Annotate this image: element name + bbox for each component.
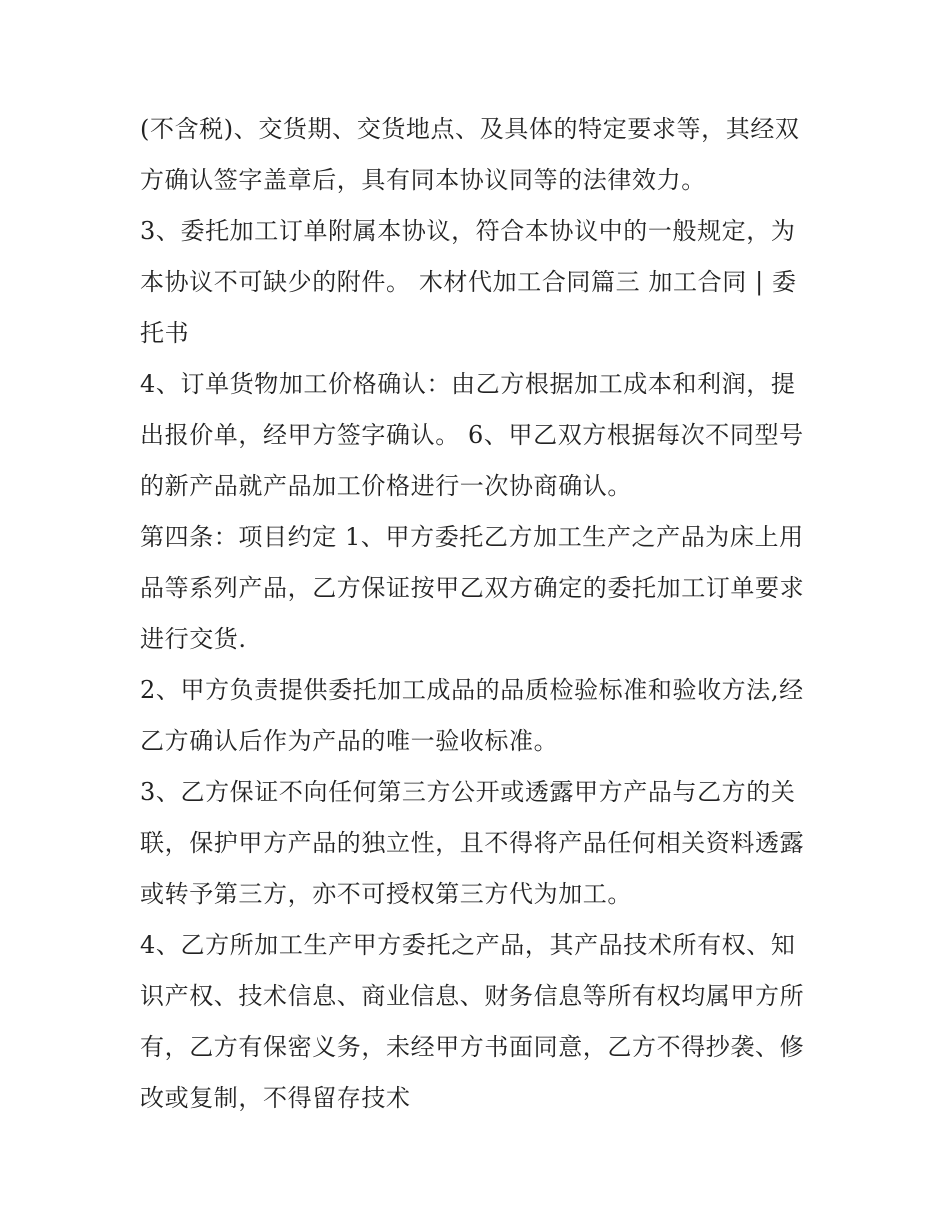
text-line: 联，保护甲方产品的独立性，且不得将产品任何相关资料透露 [140,829,805,857]
paragraph-clause-3-order-attachment [140,206,820,359]
text-line: 本协议不可缺少的附件。 木材代加工合同篇三 加工合同 | 委 [140,268,797,296]
text-line: 2、甲方负责提供委托加工成品的品质检验标准和验收方法,经 [140,676,804,704]
text-line: 4、乙方所加工生产甲方委托之产品，其产品技术所有权、知 [140,931,796,959]
text-line: (不含税)、交货期、交货地点、及具体的特定要求等，其经双 [140,115,800,143]
text-line: 方确认签字盖章后，具有同本协议同等的法律效力。 [140,166,706,194]
text-line: 4、订单货物加工价格确认：由乙方根据加工成本和利润，提 [140,370,796,398]
text-line: 识产权、技术信息、商业信息、财务信息等所有权均属甲方所 [140,982,805,1010]
text-line: 进行交货. [140,625,247,653]
text-line: 品等系列产品，乙方保证按甲乙双方确定的委托加工订单要求 [140,574,805,602]
paragraph-clause-4-ownership [140,920,820,1124]
paragraph-price-terms [140,104,820,206]
text-line: 改或复制，不得留存技术 [140,1084,411,1112]
text-line: 3、委托加工订单附属本协议，符合本协议中的一般规定，为 [140,217,796,245]
paragraph-clause-2-inspection-standard [140,665,820,767]
paragraph-article-4-project-agreement [140,512,820,665]
text-line: 的新产品就产品加工价格进行一次协商确认。 [140,472,632,500]
text-line: 出报价单，经甲方签字确认。 6、甲乙双方根据每次不同型号 [140,421,804,449]
text-line: 托书 [140,319,190,347]
document-body [140,104,820,1124]
text-line: 或转予第三方，亦不可授权第三方代为加工。 [140,880,632,908]
text-line: 乙方确认后作为产品的唯一验收标准。 [140,727,559,755]
paragraph-clause-3-confidentiality [140,767,820,920]
text-line: 3、乙方保证不向任何第三方公开或透露甲方产品与乙方的关 [140,778,796,806]
text-line: 第四条：项目约定 1、甲方委托乙方加工生产之产品为床上用 [140,523,804,551]
paragraph-clause-4-price-confirmation [140,359,820,512]
text-line: 有，乙方有保密义务，未经甲方书面同意，乙方不得抄袭、修 [140,1033,805,1061]
